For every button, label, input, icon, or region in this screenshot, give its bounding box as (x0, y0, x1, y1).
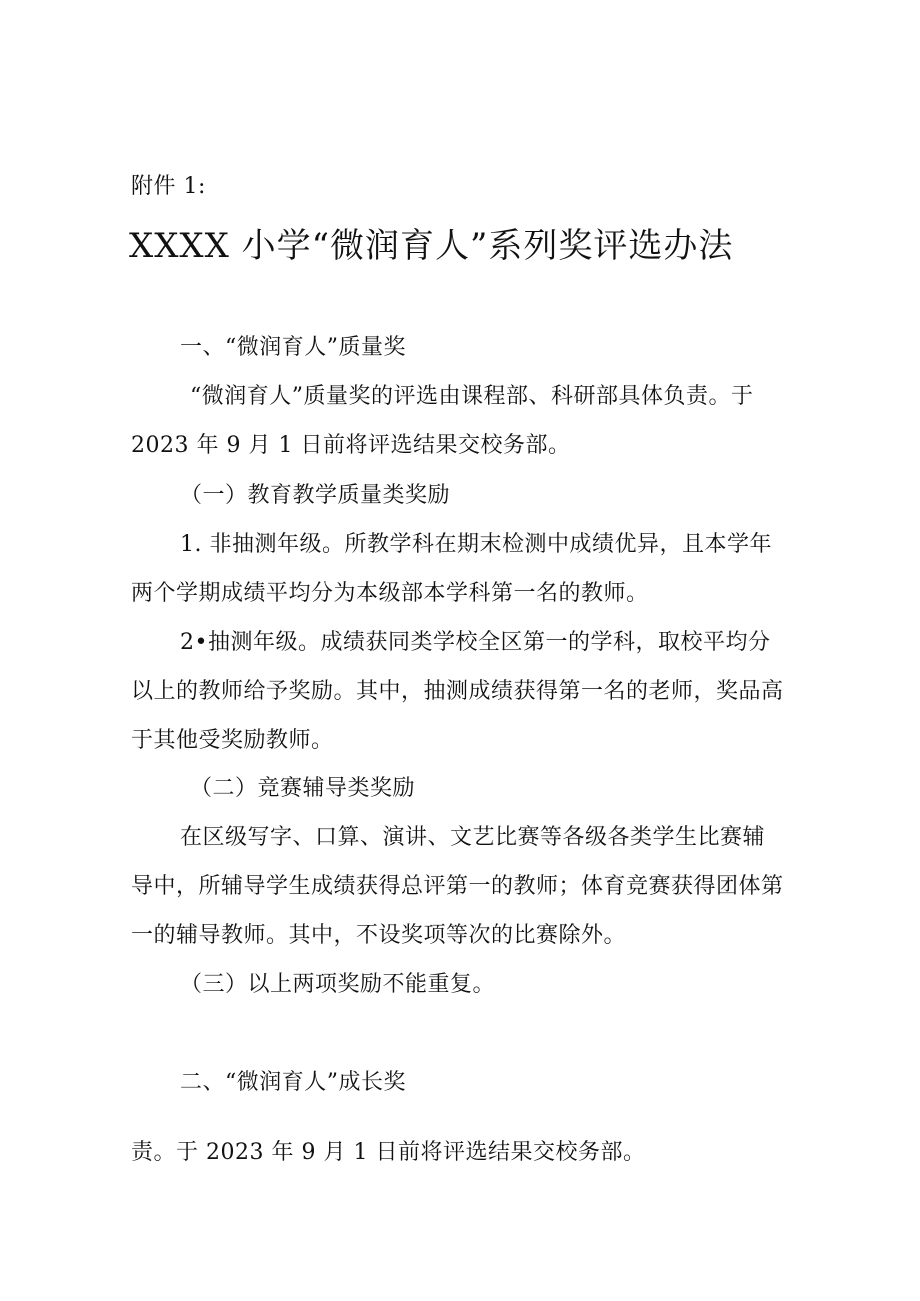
attachment-label: 附件 1: (131, 174, 206, 199)
subsection3-heading: （三）以上两项奖励不能重复。 (180, 972, 496, 997)
section1-heading: 一、“微润育人”质量奖 (180, 335, 406, 360)
subsection2-line2: 导中，所辅导学生成绩获得总评第一的教师；体育竞赛获得团体第 (131, 874, 784, 899)
item2-line1: 2•抽测年级。成绩获同类学校全区第一的学科，取校平均分 (180, 630, 771, 655)
subsection2-line1: 在区级写字、口算、演讲、文艺比赛等各级各类学生比赛辅 (180, 825, 766, 850)
section2-line1: 责。于 2023 年 9 月 1 日前将评选结果交校务部。 (131, 1140, 646, 1165)
item1-line1: 1. 非抽测年级。所教学科在期末检测中成绩优异，且本学年 (180, 532, 772, 557)
item2-line2: 以上的教师给予奖励。其中，抽测成绩获得第一名的老师，奖品高 (131, 679, 784, 704)
section1-intro-line1: “微润育人”质量奖的评选由课程部、科研部具体负责。于 (190, 384, 754, 409)
page-title: XXXX 小学“微润育人”系列奖评选办法 (129, 226, 734, 266)
item1-line2: 两个学期成绩平均分为本级部本学科第一名的教师。 (131, 581, 649, 606)
section1-intro-line2: 2023 年 9 月 1 日前将评选结果交校务部。 (131, 433, 571, 458)
subsection2-line3: 一的辅导教师。其中，不设奖项等次的比赛除外。 (131, 923, 627, 948)
subsection2-heading: （二）竞赛辅导类奖励 (190, 776, 416, 801)
item2-line3: 于其他受奖励教师。 (131, 728, 334, 753)
section2-heading: 二、“微润育人”成长奖 (180, 1070, 406, 1095)
subsection1-heading: （一）教育教学质量类奖励 (180, 483, 451, 508)
